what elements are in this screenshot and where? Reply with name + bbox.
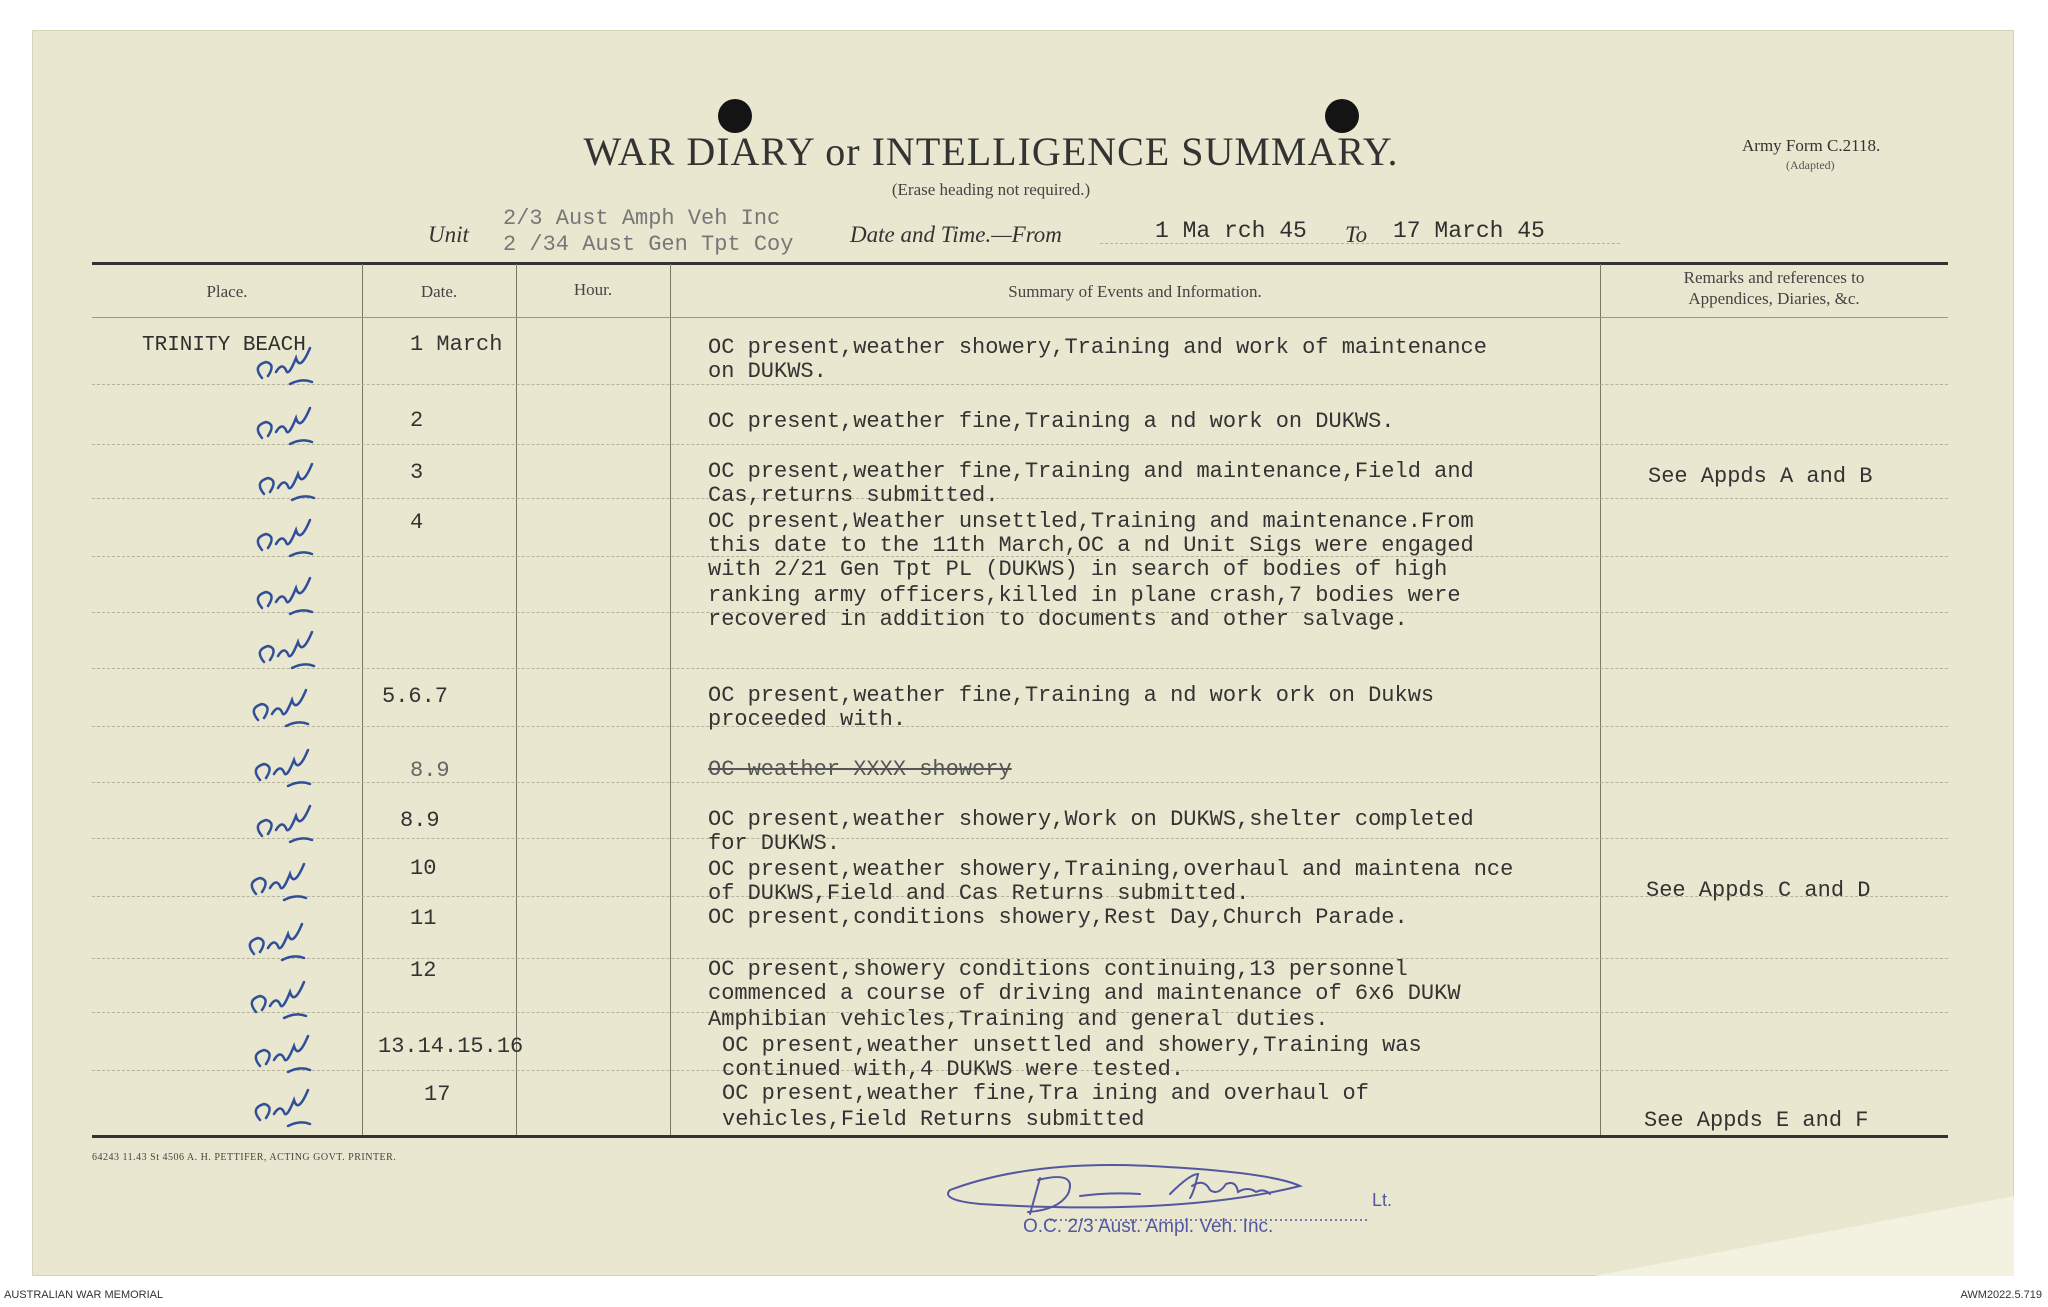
entry-line: OC present,Weather unsettled,Training and maintenance.From — [708, 509, 1474, 534]
entry-line: OC present,conditions showery,Rest Day,Church Parade. — [708, 905, 1408, 930]
entry-date: 1 March — [410, 332, 503, 357]
adapted-note: (Adapted) — [1786, 158, 1835, 172]
entry-date: 13.14.15.16 — [378, 1034, 524, 1059]
entry-date: 3 — [410, 460, 424, 485]
remark-appds-cd: See Appds C and D — [1646, 878, 1871, 903]
oc-stamp: O.C. 2/3 Aust. Ampl. Veh. Inc. — [1023, 1216, 1274, 1237]
to-label: To — [1345, 222, 1368, 247]
entry-line: this date to the 11th March,OC a nd Unit Sigs were engaged — [708, 533, 1474, 558]
form-title: WAR DIARY or INTELLIGENCE SUMMARY. — [583, 129, 1399, 174]
entry-line: OC present,weather unsettled and showery,Training was — [722, 1033, 1422, 1058]
col-head-place: Place. — [206, 282, 248, 301]
col-head-remarks-2: Appendices, Diaries, &c. — [1688, 289, 1860, 308]
entry-date: 2 — [410, 408, 424, 433]
entry-line: on DUKWS. — [708, 359, 827, 384]
entry-line: OC present,weather showery,Training,overhaul and maintena nce — [708, 857, 1514, 882]
form-subtitle: (Erase heading not required.) — [891, 180, 1091, 199]
entry-date: 11 — [410, 906, 437, 931]
from-date: 1 Ma rch 45 — [1155, 218, 1307, 244]
entry-line: vehicles,Field Returns submitted — [722, 1107, 1145, 1132]
entry-line: continued with,4 DUKWS were tested. — [722, 1057, 1185, 1082]
entry-date: 12 — [410, 958, 437, 983]
col-head-remarks-1: Remarks and references to — [1683, 268, 1865, 287]
archive-reference: AWM2022.5.719 — [1960, 1289, 2042, 1301]
entry-line: recovered in addition to documents and other salvage. — [708, 607, 1408, 632]
entry-line: for DUKWS. — [708, 831, 841, 856]
entry-line: ranking army officers,killed in plane crash,7 bodies were — [708, 583, 1461, 608]
entry-line: OC present,weather fine,Training and maintenance,Field and — [708, 459, 1474, 484]
entry-line: OC present,weather fine,Training a nd work on DUKWS. — [708, 409, 1395, 434]
signature-rank: Lt. — [1372, 1190, 1393, 1210]
entry-line: OC present,weather fine,Training a nd work ork on Dukws — [708, 683, 1435, 708]
entry-line: OC present,weather fine,Tra ining and overhaul of — [722, 1081, 1369, 1106]
col-head-hour: Hour. — [573, 280, 613, 299]
col-head-summary: Summary of Events and Information. — [1008, 282, 1262, 301]
entry-line: Amphibian vehicles,Training and general duties. — [708, 1007, 1329, 1032]
army-form-number: Army Form C.2118. — [1742, 136, 1881, 155]
remark-appds-ef: See Appds E and F — [1644, 1108, 1869, 1133]
entry-line: OC present,weather showery,Training and work of maintenance — [708, 335, 1487, 360]
datetime-label: Date and Time.—From — [850, 222, 1062, 247]
entry-date-struck: 8.9 — [410, 758, 450, 783]
entry-line: proceeded with. — [708, 707, 907, 732]
entry-line: with 2/21 Gen Tpt PL (DUKWS) in search of bodies of high — [708, 557, 1448, 582]
remark-appds-ab: See Appds A and B — [1648, 464, 1873, 489]
entry-date: 4 — [410, 510, 424, 535]
col-head-date: Date. — [420, 282, 458, 301]
to-date: 17 March 45 — [1393, 218, 1545, 244]
entry-line: OC present,showery conditions continuing,13 personnel — [708, 957, 1408, 982]
entry-date: 5.6.7 — [382, 684, 449, 709]
entry-line: Cas,returns submitted. — [708, 483, 999, 508]
entry-date: 10 — [410, 856, 437, 881]
entry-date: 8.9 — [400, 808, 440, 833]
place-name: TRINITY BEACH — [142, 334, 306, 357]
entry-date: 17 — [424, 1082, 451, 1107]
entry-line: OC present,weather showery,Work on DUKWS,shelter completed — [708, 807, 1474, 832]
unit-label: Unit — [428, 222, 469, 247]
printer-line: 64243 11.43 St 4506 A. H. PETTIFER, ACTING GOVT. PRINTER. — [92, 1152, 397, 1163]
entry-line-struck: OC weather XXXX showery — [708, 757, 1012, 782]
archive-credit: AUSTRALIAN WAR MEMORIAL — [4, 1289, 164, 1301]
unit-line-2: 2 /34 Aust Gen Tpt Coy — [503, 232, 794, 257]
entry-line: of DUKWS,Field and Cas Returns submitted. — [708, 881, 1250, 906]
entry-line: commenced a course of driving and maintenance of 6x6 DUKW — [708, 981, 1461, 1006]
unit-line-1: 2/3 Aust Amph Veh Inc — [503, 206, 781, 231]
